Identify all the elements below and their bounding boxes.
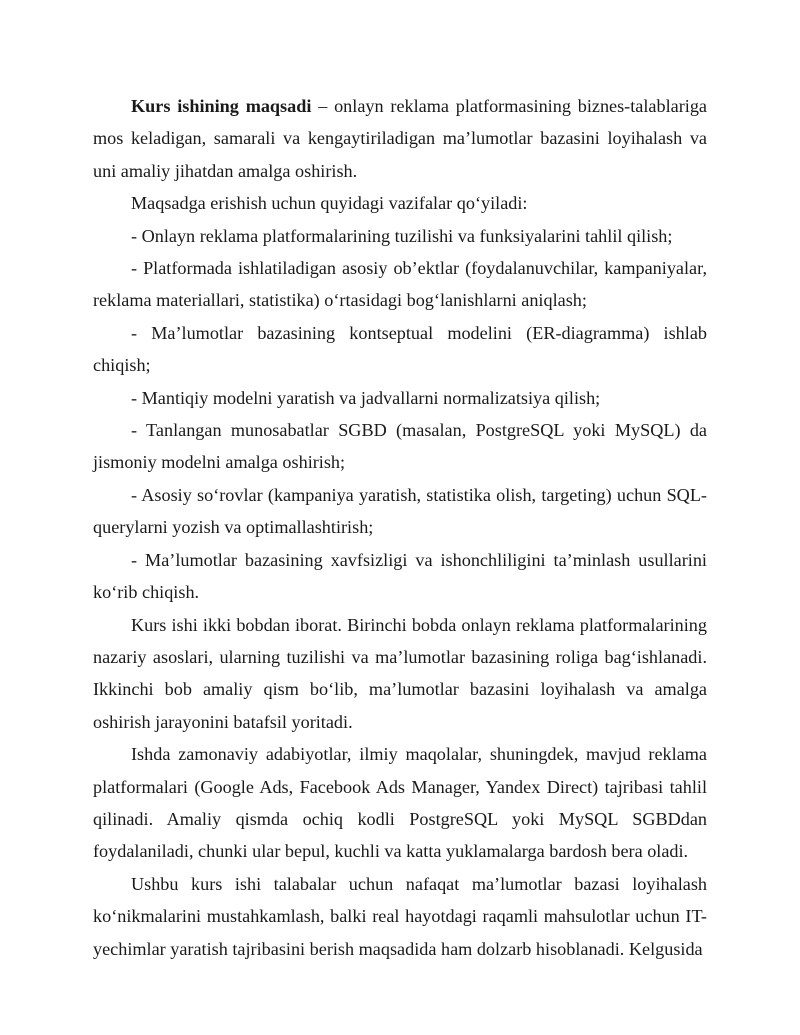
paragraph-relevance: Ushbu kurs ishi talabalar uchun nafaqat ma’lumotlar bazasi loyihalash ko‘nikmalarini mustahkamlash, balki real hayotdagi raqamli mahsulotlar uchun IT-yechimlar yaratish tajribasini berish maqsadida ham dolzarb hisoblanadi. Kelgusida	[93, 873, 707, 959]
paragraph-tasks-intro: Maqsadga erishish uchun quyidagi vazifalar qo‘yiladi:	[131, 193, 528, 214]
task-item-7: - Ma’lumotlar bazasining xavfsizligi va ishonchliligini ta’minlash usullarini ko‘rib chiqish.	[93, 549, 707, 603]
paragraph-sources: Ishda zamonaviy adabiyotlar, ilmiy maqolalar, shuningdek, mavjud reklama platformalari (Google Ads, Facebook Ads Manager, Yandex Direct) tajribasi tahlil qilinadi. Amaliy qismda ochiq kodli PostgreSQL yoki MySQL SGBDdan foydalaniladi, chunki ular bepul, kuchli va katta yuklamalarga bardosh bera oladi.	[93, 744, 707, 862]
task-item-5: - Tanlangan munosabatlar SGBD (masalan, PostgreSQL yoki MySQL) da jismoniy modelni amalga oshirish;	[93, 420, 707, 473]
intro-paragraph	[93, 90, 707, 187]
task-item-2: - Platformada ishlatiladigan asosiy ob’ektlar (foydalanuvchilar, kampaniyalar, reklama materiallari, statistika) o‘rtasidagi bog‘lanishlarni aniqlash;	[93, 258, 707, 311]
intro-text: – onlayn reklama platformasining biznes-talablariga mos keladigan, samarali va kengaytiriladigan ma’lumotlar bazasini loyihalash va uni amaliy jihatdan amalga oshirish.	[93, 96, 707, 181]
intro-lead: Kurs ishining maqsadi	[131, 96, 312, 116]
task-item-1: - Onlayn reklama platformalarining tuzilishi va funksiyalarini tahlil qilish;	[131, 225, 673, 246]
task-item-4: - Mantiqiy modelni yaratish va jadvallarni normalizatsiya qilish;	[131, 387, 601, 408]
paragraph-structure: Kurs ishi ikki bobdan iborat. Birinchi bobda onlayn reklama platformalarining nazariy asoslari, ularning tuzilishi va ma’lumotlar bazasining roliga bag‘ishlanadi. Ikkinchi bob amaliy qism bo‘lib, ma’lumotlar bazasini loyihalash va amalga oshirish jarayonini batafsil yoritadi.	[93, 614, 707, 732]
task-item-6: - Asosiy so‘rovlar (kampaniya yaratish, statistika olish, targeting) uchun SQL-querylarni yozish va optimallashtirish;	[93, 484, 707, 538]
task-item-3: - Ma’lumotlar bazasining kontseptual modelini (ER-diagramma) ishlab chiqish;	[93, 322, 707, 376]
document-page	[93, 90, 707, 965]
